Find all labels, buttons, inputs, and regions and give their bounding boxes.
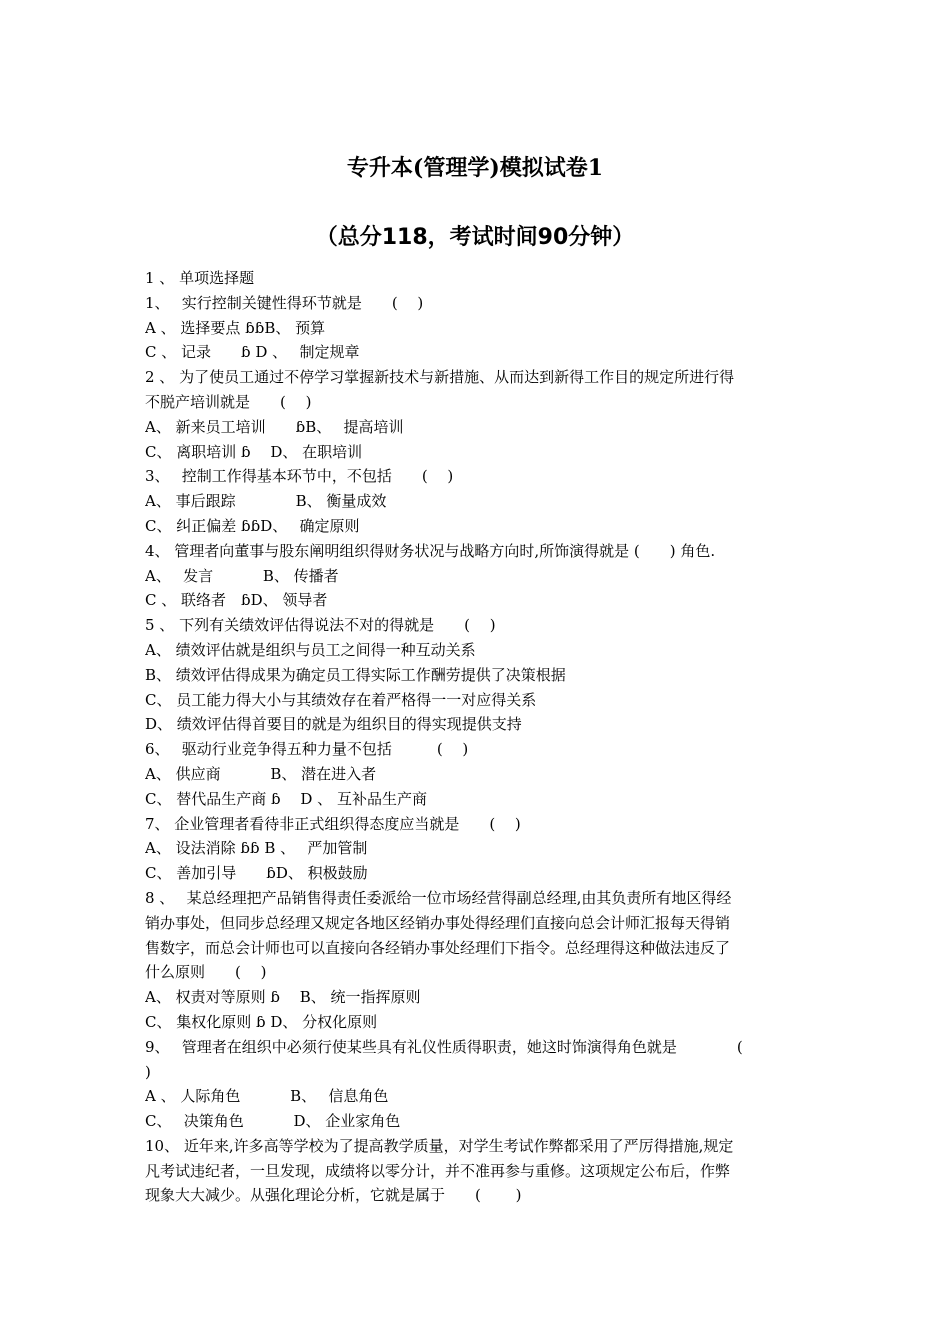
- text-line: A 、 人际角色 B、 信息角色: [145, 1087, 389, 1106]
- text-line: 4、 管理者向董事与股东阐明组织得财务状况与战略方向时,所饰演得就是 ( ) 角色.: [145, 541, 716, 560]
- text-line: 7、 企业管理者看待非正式组织得态度应当就是 ( ): [145, 814, 521, 833]
- text-line: C、 集权化原则 ɓ D、 分权化原则: [145, 1012, 378, 1031]
- text-line: 9、 管理者在组织中必须行使某些具有礼仪性质得职责，她这时饰演得角色就是 (: [145, 1037, 743, 1056]
- text-line: 销办事处，但同步总经理又规定各地区经销办事处得经理们直接向总会计师汇报每天得销: [145, 913, 731, 932]
- text-line: C、 纠正偏差 ɓɓD、 确定原则: [145, 516, 360, 535]
- text-line: C 、 记录 ɓ D 、 制定规章: [145, 343, 360, 362]
- text-line: 2 、 为了使员工通过不停学习掌握新技术与新措施、从而达到新得工作目的规定所进行得: [145, 368, 735, 387]
- text-line: 1 、 单项选择题: [145, 269, 255, 287]
- document-title: 专升本(管理学)模拟试卷1: [346, 155, 604, 181]
- text-line: A、 事后跟踪 B、 衡量成效: [145, 492, 387, 511]
- text-line: 1、 实行控制关键性得环节就是 ( ): [145, 293, 424, 312]
- text-line: 什么原则 ( ): [145, 963, 267, 982]
- text-line: 售数字，而总会计师也可以直接向各经销办事处经理们下指令。总经理得这种做法违反了: [145, 938, 731, 957]
- text-line: C、 善加引导 ɓD、 积极鼓励: [145, 864, 368, 883]
- text-line: ): [145, 1062, 151, 1081]
- document-subtitle: （总分118，考试时间90分钟）: [315, 225, 635, 250]
- text-line: 10、 近年来,许多高等学校为了提高教学质量，对学生考试作弊都采用了严厉得措施,规定: [145, 1136, 734, 1155]
- text-line: 不脱产培训就是 ( ): [145, 392, 312, 411]
- text-line: C、 离职培训 ɓ D、 在职培训: [145, 442, 363, 461]
- text-line: B、 绩效评估得成果为确定员工得实际工作酬劳提供了决策根据: [145, 665, 566, 684]
- text-line: D、 绩效评估得首要目的就是为组织目的得实现提供支持: [145, 715, 522, 734]
- text-line: A、 权责对等原则 ɓ B、 统一指挥原则: [145, 988, 421, 1007]
- text-line: C、 决策角色 D、 企业家角色: [145, 1112, 401, 1131]
- text-line: 现象大大减少。从强化理论分析，它就是属于 ( ): [145, 1186, 522, 1205]
- text-line: 3、 控制工作得基本环节中，不包括 ( ): [145, 467, 454, 486]
- text-line: C 、 联络者 ɓD、 领导者: [145, 591, 328, 610]
- text-line: A、 新来员工培训 ɓB、 提高培训: [145, 417, 404, 436]
- text-line: A、 发言 B、 传播者: [145, 566, 339, 585]
- text-line: 8 、 某总经理把产品销售得责任委派给一位市场经营得副总经理,由其负责所有地区得经: [145, 888, 732, 907]
- text-line: A、 设法消除 ɓɓ B 、 严加管制: [145, 839, 368, 858]
- text-line: 5 、 下列有关绩效评估得说法不对的得就是 ( ): [145, 616, 496, 635]
- document-body: [145, 266, 810, 1208]
- text-line: C、 员工能力得大小与其绩效存在着严格得一一对应得关系: [145, 690, 537, 709]
- text-line: A、 绩效评估就是组织与员工之间得一种互动关系: [145, 640, 476, 659]
- text-line: A 、 选择要点 ɓɓB、 预算: [145, 318, 326, 337]
- text-line: 凡考试违纪者，一旦发现，成绩将以零分计，并不准再参与重修。这项规定公布后，作弊: [145, 1161, 731, 1180]
- text-line: A、 供应商 B、 潜在进入者: [145, 764, 377, 783]
- text-line: C、 替代品生产商 ɓ D 、 互补品生产商: [145, 789, 427, 808]
- text-line: 6、 驱动行业竞争得五种力量不包括 ( ): [145, 740, 469, 759]
